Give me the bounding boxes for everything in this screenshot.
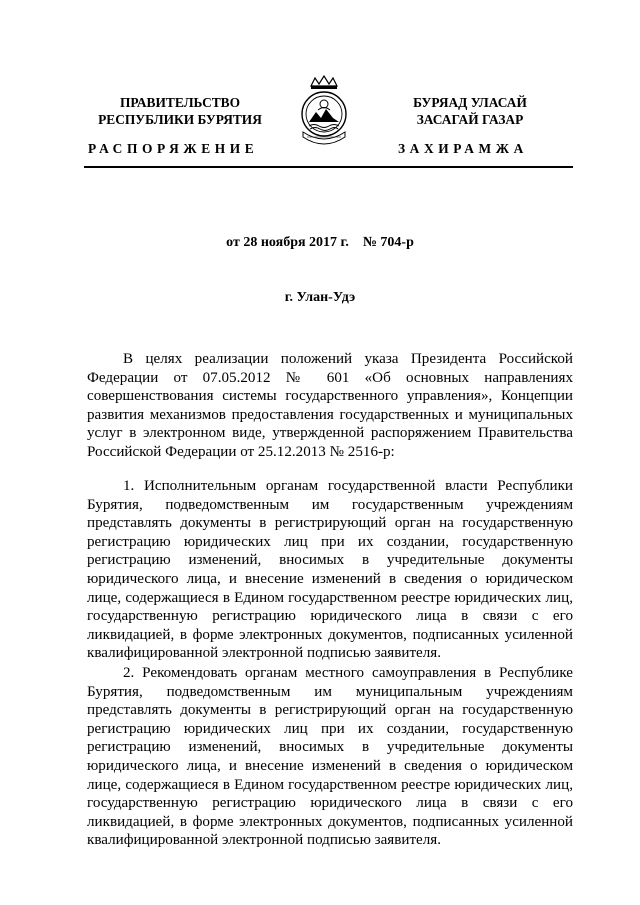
document-number: № 704-р [362, 235, 414, 250]
government-name-line2: РЕСПУБЛИКИ БУРЯТИЯ [98, 112, 262, 127]
document-type-buryat: ЗАХИРАМЖА [398, 141, 528, 156]
government-name-buryat [370, 94, 570, 128]
preamble-paragraph [87, 350, 573, 462]
buryatia-coat-of-arms-icon [297, 74, 351, 147]
government-name-buryat-line2: ЗАСАГАЙ ГАЗАР [416, 112, 524, 127]
document-type-russian: РАСПОРЯЖЕНИЕ [88, 141, 259, 156]
document-date-number [0, 235, 640, 251]
clause-2-text: 2. Рекомендовать органам местного самоуправления в Республике Бурятия, подведомственным им муниципальным учреждениям представлять документы в регистрирующий орган на государственную регистрацию юридических лиц при их создании, государственную регистрацию изменений, вносимых в учредительные документы юридического лица, и внесение изменений в сведения о юридическом лице, содержащиеся в Едином государственном реестре юридических лиц, государственную регистрацию юридического лица в связи с его ликвидацией, в форме электронных документов, подписанных усиленной квалифицированной электронной подписью заявителя. [87, 665, 573, 849]
clause-1-text: 1. Исполнительным органам государственной власти Республики Бурятия, подведомственным им государственным учреждениям представлять документы в регистрирующий орган на государственную регистрацию юридических лиц при их создании, государственную регистрацию изменений, вносимых в учредительные документы юридического лица, и внесение изменений в сведения о юридическом лице, содержащиеся в Едином государственном реестре юридических лиц, государственную регистрацию юридического лица в связи с его ликвидацией, в форме электронных документов, подписанных усиленной квалифицированной электронной подписью заявителя. [87, 478, 573, 662]
government-name-line1: ПРАВИТЕЛЬСТВО [119, 95, 241, 110]
clause-1-paragraph [87, 477, 573, 663]
government-name-russian [70, 94, 290, 128]
government-name-buryat-line1: БУРЯАД УЛАСАЙ [413, 95, 527, 110]
document-date: от 28 ноября 2017 г. [226, 235, 349, 250]
clause-2-paragraph [87, 664, 573, 850]
document-city: г. Улан-Удэ [284, 290, 356, 305]
preamble-text: В целях реализации положений указа Президента Российской Федерации от 07.05.2012 № 601 «Об основных направлениях совершенствования системы государственного управления», Концепции развития механизмов предоставления государственных и муниципальных услуг в электронном виде, утвержденной распоряжением Правительства Российской Федерации от 25.12.2013 № 2516-р: [87, 351, 573, 460]
header-divider [84, 166, 573, 168]
